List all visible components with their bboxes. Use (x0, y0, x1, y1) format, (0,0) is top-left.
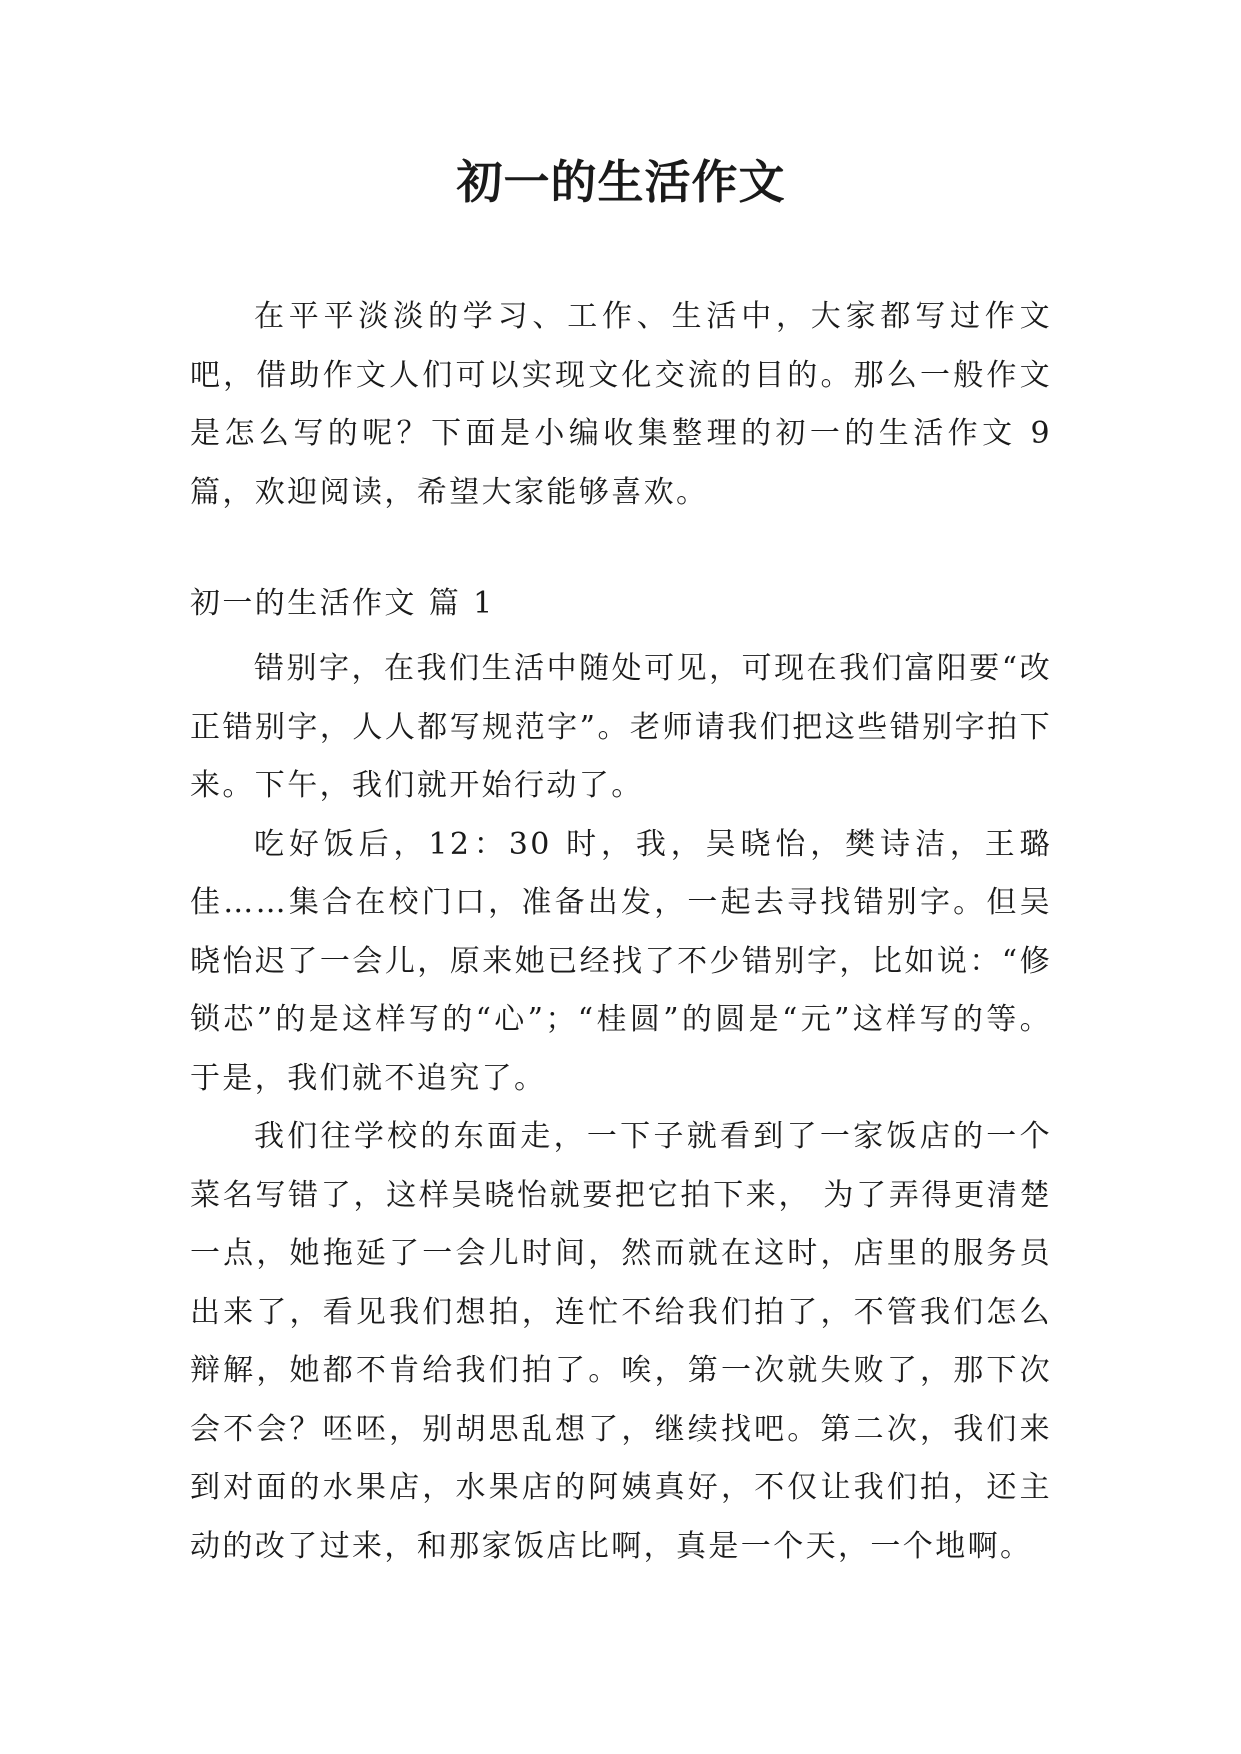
body-paragraph: 错别字，在我们生活中随处可见，可现在我们富阳要“改正错别字，人人都写规范字”。老师请我们把这些错别字拍下来。下午，我们就开始行动了。 (190, 651, 1052, 803)
intro-paragraph: 在平平淡淡的学习、工作、生活中，大家都写过作文吧，借助作文人们可以实现文化交流的目的。那么一般作文是怎么写的呢？下面是小编收集整理的初一的生活作文 9 篇，欢迎阅读，希望大家能够喜欢。 (190, 299, 1052, 510)
body-paragraph: 我们往学校的东面走，一下子就看到了一家饭店的一个菜名写错了，这样吴晓怡就要把它拍下来， 为了弄得更清楚一点，她拖延了一会儿时间，然而就在这时，店里的服务员出来了，看见我们想拍，连忙不给我们拍了，不管我们怎么辩解，她都不肯给我们拍了。唉，第一次就失败了，那下次会不会？呸呸，别胡思乱想了，继续找吧。第二次，我们来到对面的水果店，水果店的阿姨真好，不仅让我们拍，还主动的改了过来，和那家饭店比啊，真是一个天，一个地啊。 (190, 1119, 1052, 1564)
document-title: 初一的生活作文 (456, 155, 786, 209)
intro-section (190, 288, 1052, 522)
section-heading: 初一的生活作文 篇 1 (190, 586, 495, 621)
section-body (190, 640, 1052, 1576)
document-page (190, 0, 1052, 1754)
body-paragraph: 吃好饭后，12：30 时，我，吴晓怡，樊诗洁，王璐佳……集合在校门口，准备出发，一起去寻找错别字。但吴晓怡迟了一会儿，原来她已经找了不少错别字，比如说：“修锁芯”的是这样写的“心”；“桂圆”的圆是“元”这样写的等。于是，我们就不追究了。 (190, 826, 1052, 1096)
